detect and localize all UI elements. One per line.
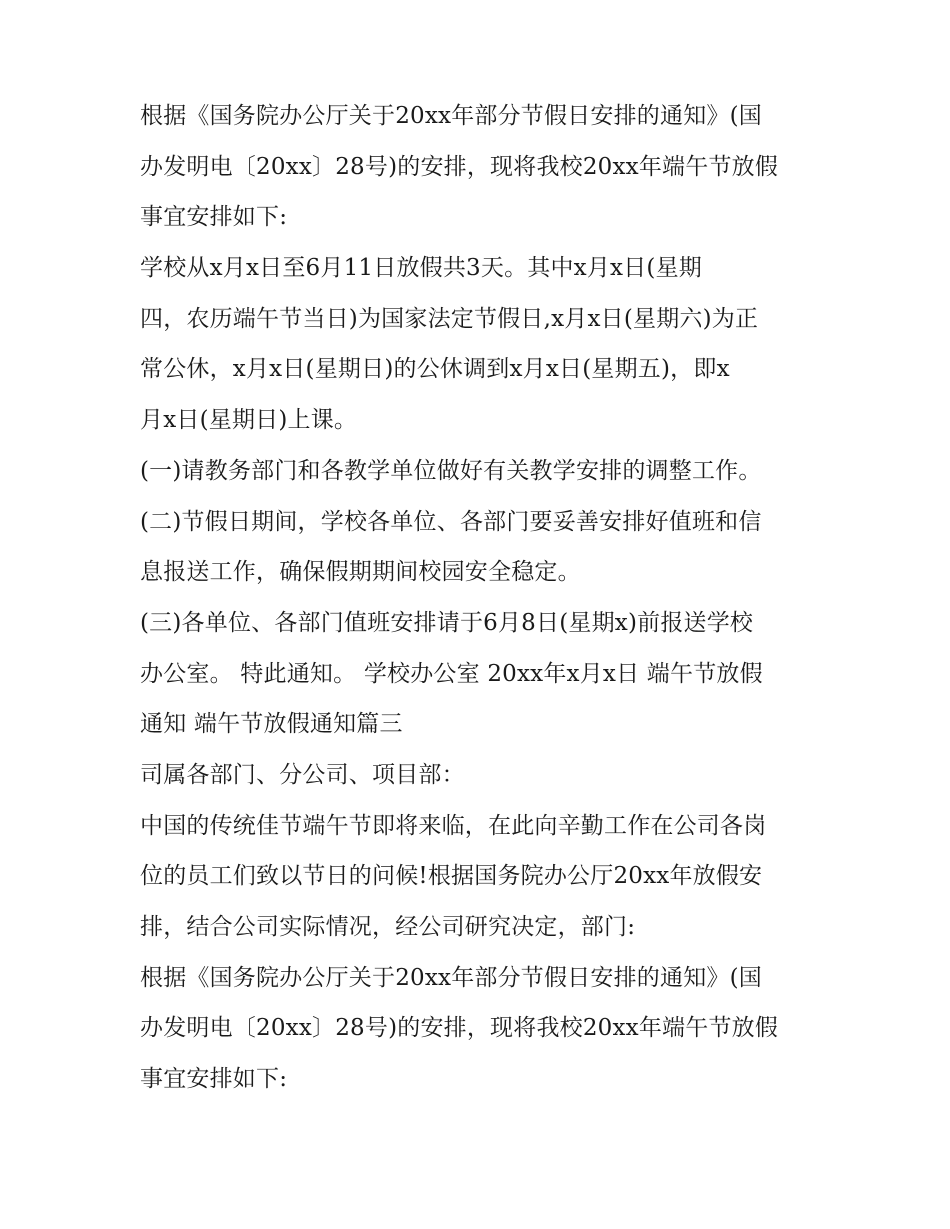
text-line-17: 排，结合公司实际情况，经公司研究决定，部门: xyxy=(140,914,636,940)
text-line-20: 事宜安排如下: xyxy=(140,1066,288,1093)
text-line-8: (一)请教务部门和各教学单位做好有关教学安排的调整工作。 xyxy=(140,457,762,484)
text-line-13: 通知 端午节放假通知篇三 xyxy=(140,711,403,738)
text-line-1: 根据《国务院办公厅关于20xx年部分节假日安排的通知》(国 xyxy=(140,103,762,129)
text-line-18: 根据《国务院办公厅关于20xx年部分节假日安排的通知》(国 xyxy=(140,964,762,991)
text-line-19: 办发明电〔20xx〕28号)的安排，现将我校20xx年端午节放假 xyxy=(140,1015,779,1042)
text-line-16: 位的员工们致以节日的问候!根据国务院办公厅20xx年放假安 xyxy=(140,863,763,890)
text-line-4: 学校从x月x日至6月11日放假共3天。其中x月x日(星期 xyxy=(140,255,702,282)
text-line-5: 四，农历端午节当日)为国家法定节假日,x月x日(星期六)为正 xyxy=(140,305,759,332)
text-line-2: 办发明电〔20xx〕28号)的安排，现将我校20xx年端午节放假 xyxy=(140,153,779,180)
text-line-7: 月x日(星期日)上课。 xyxy=(140,407,358,434)
text-line-15: 中国的传统佳节端午节即将来临，在此向辛勤工作在公司各岗 xyxy=(140,812,767,839)
document-page xyxy=(140,104,820,1118)
text-line-14: 司属各部门、分公司、项目部： xyxy=(140,761,465,788)
text-line-9: (二)节假日期间，学校各单位、各部门要妥善安排好值班和信 xyxy=(140,508,762,535)
text-line-11: (三)各单位、各部门值班安排请于6月8日(星期x)前报送学校 xyxy=(140,609,754,636)
text-line-12: 办公室。 特此通知。 学校办公室 20xx年x月x日 端午节放假 xyxy=(140,660,763,687)
text-line-6: 常公休，x月x日(星期日)的公休调到x月x日(星期五)，即x xyxy=(140,356,730,383)
text-line-3: 事宜安排如下: xyxy=(140,204,288,231)
text-line-10: 息报送工作，确保假期期间校园安全稳定。 xyxy=(140,559,581,586)
